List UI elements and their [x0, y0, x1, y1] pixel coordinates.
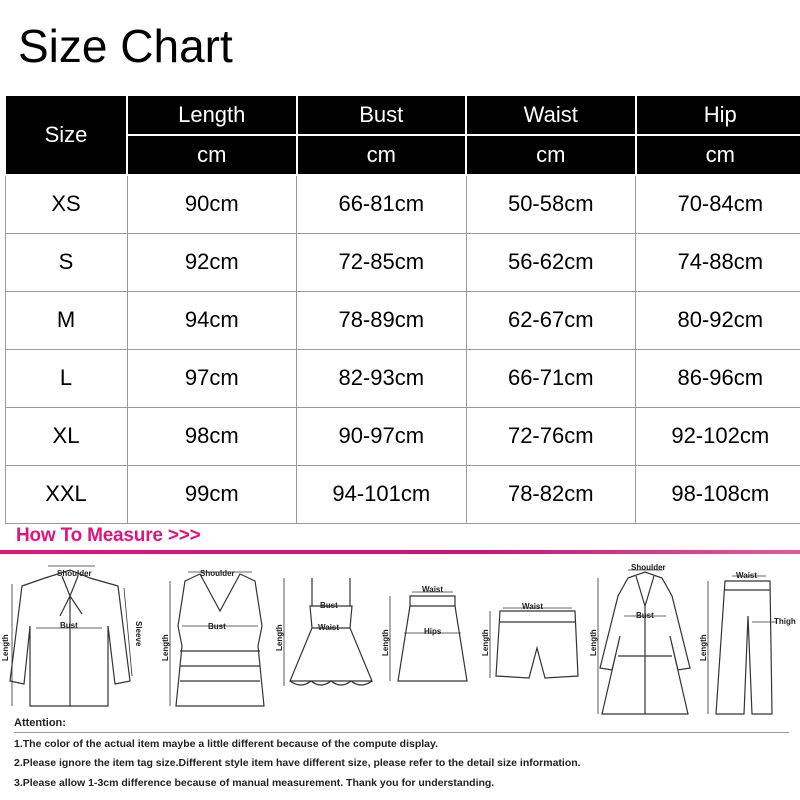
shirt-figure	[1, 566, 143, 706]
shoulder-label: Shoulder	[200, 569, 235, 578]
size-cell: XXL	[5, 465, 127, 523]
measurement-illustrations	[0, 556, 800, 716]
waist-cell: 78-82cm	[466, 465, 636, 523]
table-row	[5, 465, 800, 523]
note-2: 2.Please ignore the item tag size.Different style item have different size, please refer to the detail size information.	[14, 757, 581, 769]
attention-title: Attention:	[14, 717, 66, 729]
length-label: Length	[699, 634, 708, 661]
bust-column-header: Bust	[297, 95, 467, 135]
top-figure	[161, 569, 264, 706]
shoulder-label: Shoulder	[57, 569, 92, 578]
size-table	[4, 94, 800, 524]
table-row	[5, 407, 800, 465]
waist-cell: 66-71cm	[466, 349, 636, 407]
hips-label: Hips	[424, 627, 442, 636]
waist-cell: 50-58cm	[466, 175, 636, 233]
hip-cell: 70-84cm	[636, 175, 800, 233]
bust-cell: 94-101cm	[297, 465, 467, 523]
length-label: Length	[275, 624, 284, 651]
thigh-label: Thigh	[774, 617, 796, 626]
length-label: Length	[381, 629, 390, 656]
size-cell: XL	[5, 407, 127, 465]
page-title: Size Chart	[18, 20, 233, 72]
how-to-measure-title: How To Measure >>>	[16, 525, 201, 546]
hip-column-header: Hip	[636, 95, 800, 135]
length-column-header: Length	[127, 95, 297, 135]
table-row	[5, 175, 800, 233]
length-cell: 90cm	[127, 175, 297, 233]
note-3: 3.Please allow 1-3cm difference because of manual measurement. Thank you for understanding.	[14, 777, 495, 789]
length-label: Length	[589, 629, 598, 656]
length-cell: 92cm	[127, 233, 297, 291]
divider	[0, 550, 800, 554]
waist-column-header: Waist	[466, 95, 636, 135]
unit-label: cm	[466, 135, 636, 175]
divider	[14, 732, 789, 733]
length-cell: 98cm	[127, 407, 297, 465]
table-row	[5, 349, 800, 407]
bust-label: Bust	[636, 611, 654, 620]
bust-cell: 78-89cm	[297, 291, 467, 349]
coat-figure	[589, 563, 690, 714]
waist-cell: 56-62cm	[466, 233, 636, 291]
bust-cell: 82-93cm	[297, 349, 467, 407]
length-label: Length	[1, 634, 10, 661]
dress-figure	[275, 578, 372, 686]
hip-cell: 74-88cm	[636, 233, 800, 291]
bust-cell: 66-81cm	[297, 175, 467, 233]
waist-cell: 62-67cm	[466, 291, 636, 349]
trousers-figure	[699, 571, 796, 714]
size-cell: S	[5, 233, 127, 291]
bust-label: Bust	[320, 601, 338, 610]
unit-label: cm	[127, 135, 297, 175]
table-row	[5, 233, 800, 291]
bust-label: Bust	[60, 621, 78, 630]
length-label: Length	[161, 634, 170, 661]
skirt-figure	[381, 585, 467, 681]
length-cell: 94cm	[127, 291, 297, 349]
bust-label: Bust	[208, 622, 226, 631]
hip-cell: 98-108cm	[636, 465, 800, 523]
length-cell: 99cm	[127, 465, 297, 523]
shorts-figure	[481, 602, 578, 678]
length-cell: 97cm	[127, 349, 297, 407]
waist-label: Waist	[736, 571, 758, 580]
bust-cell: 72-85cm	[297, 233, 467, 291]
waist-label: Waist	[422, 585, 444, 594]
note-1: 1.The color of the actual item maybe a little different because of the compute display.	[14, 738, 438, 750]
waist-label: Waist	[522, 602, 544, 611]
length-label: Length	[481, 629, 490, 656]
shoulder-label: Shoulder	[631, 563, 666, 572]
hip-cell: 86-96cm	[636, 349, 800, 407]
size-cell: M	[5, 291, 127, 349]
size-cell: XS	[5, 175, 127, 233]
hip-cell: 92-102cm	[636, 407, 800, 465]
bust-cell: 90-97cm	[297, 407, 467, 465]
unit-label: cm	[297, 135, 467, 175]
how-to-measure-header	[0, 516, 800, 550]
waist-cell: 72-76cm	[466, 407, 636, 465]
hip-cell: 80-92cm	[636, 291, 800, 349]
unit-label: cm	[636, 135, 800, 175]
size-column-header: Size	[5, 95, 127, 175]
table-row	[5, 291, 800, 349]
size-cell: L	[5, 349, 127, 407]
sleeve-label: Sleeve	[134, 621, 143, 647]
waist-label: Waist	[318, 623, 340, 632]
